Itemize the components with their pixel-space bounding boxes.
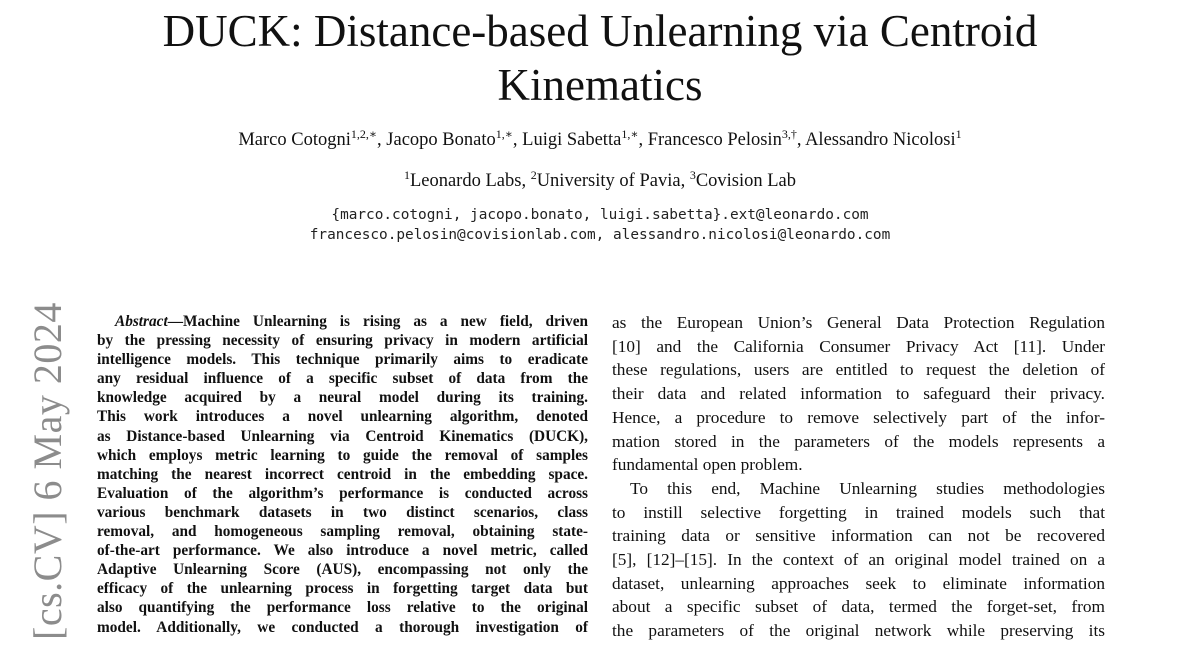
author-name: Jacopo Bonato <box>386 130 496 150</box>
intro-line: the parameters of the original network while preserving its <box>612 621 1105 641</box>
abstract-line: any residual influence of a specific subset of data from the <box>97 370 588 388</box>
title-line-1: DUCK: Distance-based Unlearning via Centroid <box>162 6 1038 56</box>
intro-line: training data or sensitive information can not be recovered <box>612 526 1105 546</box>
abstract-line: efficacy of the unlearning process in forgetting target data but <box>97 580 588 598</box>
abstract-line: Adaptive Unlearning Score (AUS), encompassing not only the <box>97 561 588 579</box>
intro-line: [10] and the California Consumer Privacy Act [11]. Under <box>612 336 1105 356</box>
author-name: Marco Cotogni <box>238 130 351 150</box>
author-affiliation-mark: 1,2,∗ <box>350 127 378 141</box>
arxiv-identifier-stamp: [cs.CV] 6 May 2024 <box>25 302 70 640</box>
author-affiliation-mark: 1 <box>955 127 962 141</box>
intro-line: dataset, unlearning approaches seek to eliminate information <box>612 573 1105 593</box>
affiliation-name: Covision Lab <box>695 171 797 191</box>
abstract-line: various benchmark datasets in two distinct scenarios, class <box>97 503 588 521</box>
author-name: Francesco Pelosin <box>647 130 782 150</box>
affiliation-mark: 1 <box>403 168 410 182</box>
title-line-2: Kinematics <box>497 60 703 110</box>
abstract-heading: Abstract <box>115 313 168 330</box>
affiliation-name: University of Pavia <box>536 171 681 191</box>
affiliation-mark: 2 <box>530 168 537 182</box>
intro-line: to instill selective forgetting in trained models such that <box>612 502 1105 522</box>
email-line-2: francesco.pelosin@covisionlab.com, alessandro.nicolosi@leonardo.com <box>309 227 891 243</box>
abstract-line: This work introduces a novel unlearning algorithm, denoted <box>97 408 588 426</box>
author-affiliation-mark: 1,∗ <box>621 127 639 141</box>
abstract <box>97 312 588 637</box>
affiliation-list: $^1$Leonardo Labs, $^2$University of Pavia, $^3$Covision Lab <box>403 168 797 191</box>
abstract-line: knowledge acquired by a neural model during its training. <box>97 389 588 407</box>
author-list: Marco Cotogni$^{1,2,∗}$, Jacopo Bonato$^{1,∗}$, Luigi Sabetta$^{1,∗}$, Francesco Pelosin$^{3,\dagger}$, Alessandro Nicolosi$^1$ <box>238 127 962 150</box>
email-line-1: {marco.cotogni, jacopo.bonato, luigi.sabetta}.ext@leonardo.com <box>331 207 869 223</box>
abstract-line: also quantifying the performance loss relative to the original <box>97 599 588 617</box>
abstract-line: by the pressing necessity of ensuring privacy in modern artificial <box>97 332 588 350</box>
affiliation-mark: 3 <box>689 168 696 182</box>
author-emails <box>0 205 1200 245</box>
intro-line: about a specific subset of data, termed the forget-set, from <box>612 597 1105 617</box>
intro-line: fundamental open problem. <box>612 455 803 475</box>
abstract-line: of-the-art performance. We also introduce a novel metric, called <box>97 542 588 560</box>
abstract-line: —Machine Unlearning is rising as a new field, driven <box>167 313 588 330</box>
abstract-line: intelligence models. This technique primarily aims to eradicate <box>97 351 588 369</box>
author-affiliation-mark: 3,† <box>781 127 797 141</box>
abstract-first-line <box>97 312 588 331</box>
abstract-line: Evaluation of the algorithm’s performance is conducted across <box>97 484 588 502</box>
author-affiliation-mark: 1,∗ <box>495 127 513 141</box>
intro-line: these regulations, users are entitled to request the deletion of <box>612 360 1105 380</box>
abstract-line: which employs metric learning to guide the removal of samples <box>97 446 588 464</box>
intro-line: [5], [12]–[15]. In the context of an original model trained on a <box>612 550 1105 570</box>
intro-line: their data and related information to safeguard their privacy. <box>612 384 1105 404</box>
abstract-line: as Distance-based Unlearning via Centroid Kinematics (DUCK), <box>97 427 588 445</box>
intro-line: Hence, a procedure to remove selectively part of the infor- <box>612 407 1105 427</box>
paper-title <box>0 4 1200 112</box>
abstract-line: matching the nearest incorrect centroid in the embedding space. <box>97 465 588 483</box>
intro-line: as the European Union’s General Data Protection Regulation <box>612 313 1105 332</box>
author-name: Luigi Sabetta <box>522 130 622 150</box>
introduction-text <box>612 311 1105 643</box>
author-name: Alessandro Nicolosi <box>805 130 956 150</box>
abstract-line: removal, and homogeneous sampling removal, obtaining state- <box>97 523 588 541</box>
abstract-line: model. Additionally, we conducted a thorough investigation of <box>97 618 588 636</box>
intro-paragraph-1 <box>612 311 1105 477</box>
affiliation-name: Leonardo Labs <box>409 171 522 191</box>
intro-line: mation stored in the parameters of the models represents a <box>612 431 1105 451</box>
intro-line: To this end, Machine Unlearning studies methodologies <box>630 478 1105 498</box>
intro-paragraph-2 <box>612 477 1105 643</box>
